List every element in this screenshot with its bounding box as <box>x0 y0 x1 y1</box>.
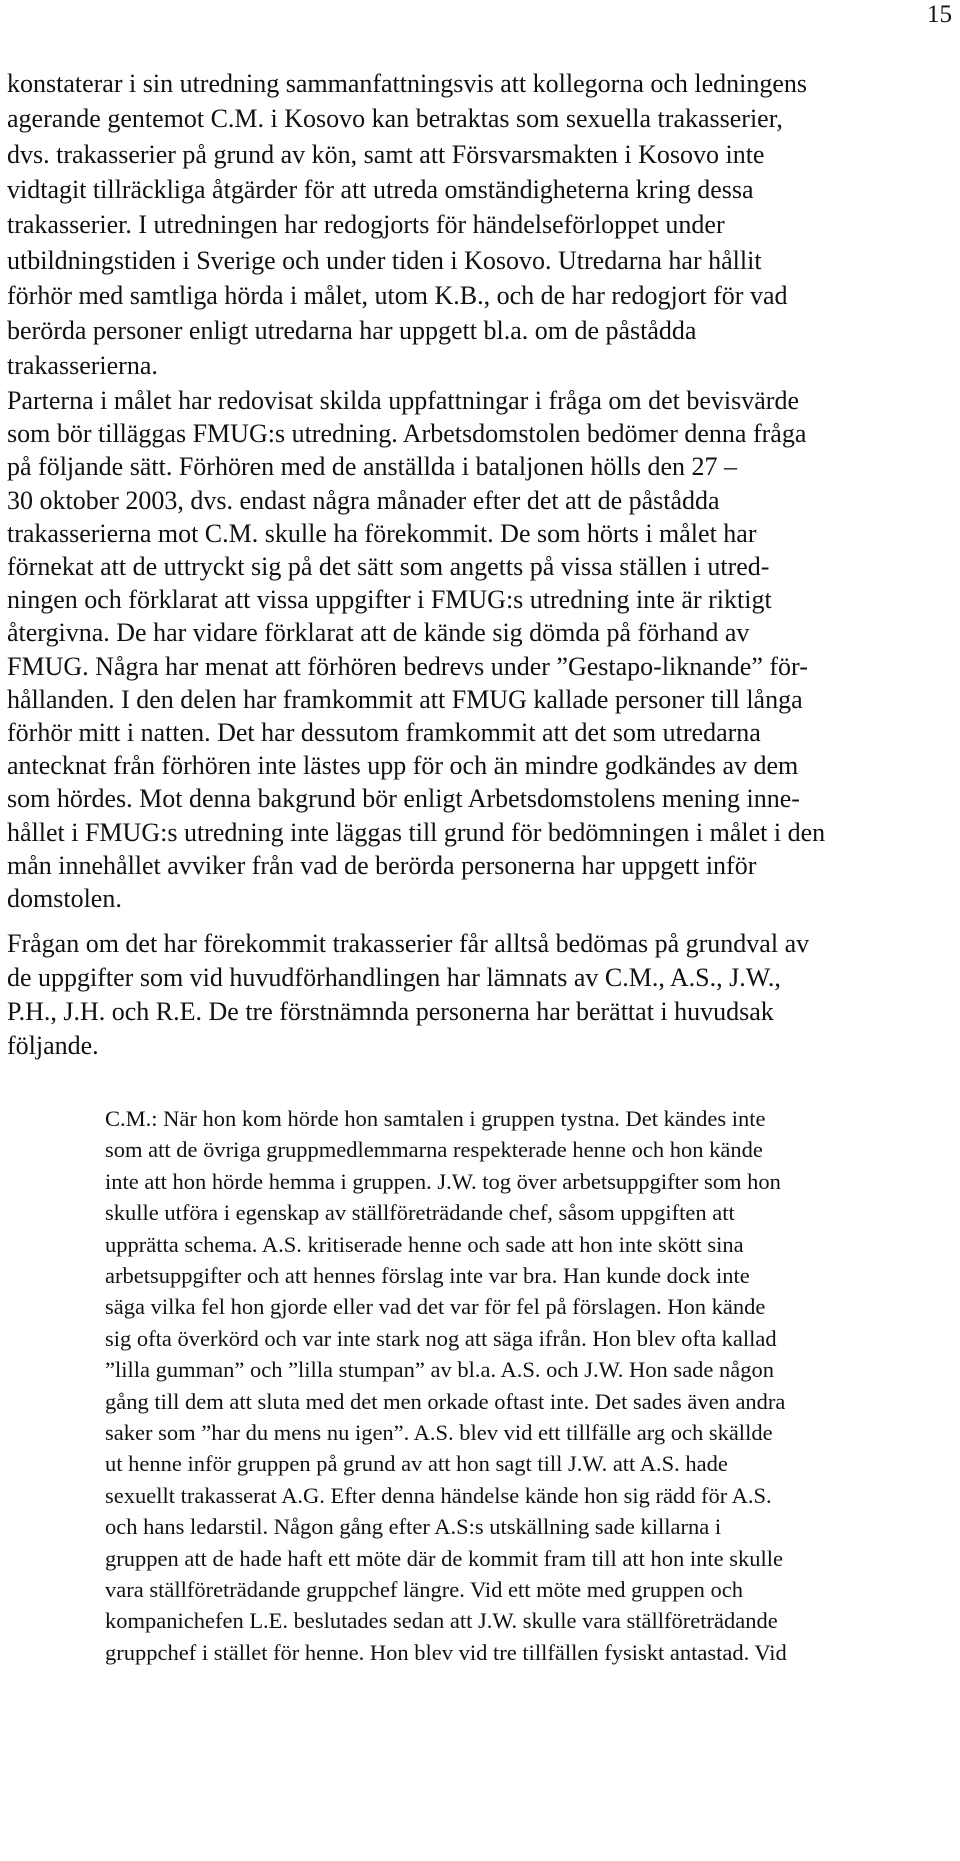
text-line: på följande sätt. Förhören med de anställda i bataljonen hölls den 27 – <box>7 452 737 482</box>
text-line: förnekat att de uttryckt sig på det sätt som angetts på vissa ställen i utred- <box>7 552 770 581</box>
text-line: som hördes. Mot denna bakgrund bör enligt Arbetsdomstolens mening inne- <box>7 784 800 814</box>
text-line: de uppgifter som vid huvudförhandlingen har lämnats av C.M., A.S., J.W., <box>7 963 781 992</box>
text-line: återgivna. De har vidare förklarat att de kände sig dömda på förhand av <box>7 618 750 648</box>
text-line: trakasserierna. <box>7 351 158 381</box>
text-line: P.H., J.H. och R.E. De tre förstnämnda personerna har berättat i huvudsak <box>7 997 774 1026</box>
text-line: ningen och förklarat att vissa uppgifter i FMUG:s utredning inte är riktigt <box>7 585 772 615</box>
text-line: ”lilla gumman” och ”lilla stumpan” av bl.a. A.S. och J.W. Hon sade någon <box>105 1357 775 1383</box>
text-line: agerande gentemot C.M. i Kosovo kan betraktas som sexuella trakasserier, <box>7 104 783 134</box>
text-line: konstaterar i sin utredning sammanfattningsvis att kollegorna och ledningens <box>7 69 808 98</box>
text-line: kompanichefen L.E. beslutades sedan att J.W. skulle vara ställföreträdande <box>105 1608 778 1634</box>
text-line: Parterna i målet har redovisat skilda uppfattningar i fråga om det bevisvärde <box>7 386 799 415</box>
text-line: och hans ledarstil. Någon gång efter A.S:s utskällning sade killarna i <box>105 1514 722 1540</box>
text-line: förhör med samtliga hörda i målet, utom K.B., och de har redogjort för vad <box>7 280 788 310</box>
text-line: hållet i FMUG:s utredning inte läggas till grund för bedömningen i målet i den <box>7 817 826 847</box>
text-line: sexuellt trakasserat A.G. Efter denna händelse kände hon sig rädd för A.S. <box>105 1482 772 1508</box>
text-line: 30 oktober 2003, dvs. endast några månader efter det att de påstådda <box>7 485 720 515</box>
text-line: vidtagit tillräckliga åtgärder för att utreda omständigheterna kring dessa <box>7 174 754 204</box>
text-line: upprätta schema. A.S. kritiserade henne och sade att hon inte skött sina <box>105 1231 744 1257</box>
text-line: säga vilka fel hon gjorde eller vad det var för fel på förslagen. Hon kände <box>105 1294 766 1320</box>
text-line: arbetsuppgifter och att hennes förslag inte var bra. Han kunde dock inte <box>105 1263 750 1288</box>
text-line: förhör mitt i natten. Det har dessutom framkommit att det som utredarna <box>7 718 761 747</box>
text-line: dvs. trakasserier på grund av kön, samt att Försvarsmakten i Kosovo inte <box>7 139 765 169</box>
text-line: FMUG. Några har menat att förhören bedrevs under ”Gestapo-liknande” för- <box>7 651 808 681</box>
text-line: ut henne inför gruppen på grund av att hon sagt till J.W. att A.S. hade <box>105 1451 728 1477</box>
text-line: skulle utföra i egenskap av ställföreträdande chef, såsom uppgiften att <box>105 1200 735 1226</box>
text-line: mån innehållet avviker från vad de berörda personerna har uppgett inför <box>7 850 757 880</box>
text-line: domstolen. <box>7 884 122 913</box>
text-line: inte att hon hörde hemma i gruppen. J.W. tog över arbetsuppgifter som hon <box>105 1168 781 1194</box>
text-line: som bör tilläggas FMUG:s utredning. Arbetsdomstolen bedömer denna fråga <box>7 419 807 449</box>
text-line: utbildningstiden i Sverige och under tiden i Kosovo. Utredarna har hållit <box>7 245 762 275</box>
text-line: antecknat från förhören inte lästes upp för och än mindre godkändes av dem <box>7 751 799 781</box>
text-line: gruppchef i stället för henne. Hon blev vid tre tillfällen fysiskt antastad. Vid <box>105 1639 787 1665</box>
text-line: berörda personer enligt utredarna har uppgett bl.a. om de påstådda <box>7 316 697 346</box>
text-line: C.M.: När hon kom hörde hon samtalen i gruppen tystna. Det kändes inte <box>105 1106 766 1131</box>
text-line: saker som ”har du mens nu igen”. A.S. blev vid ett tillfälle arg och skällde <box>105 1420 773 1445</box>
text-line: Frågan om det har förekommit trakasserier får alltså bedömas på grundval av <box>7 929 810 958</box>
text-line: hållanden. I den delen har framkommit att FMUG kallade personer till långa <box>7 684 803 714</box>
text-line: följande. <box>7 1031 99 1060</box>
text-line: trakasserierna mot C.M. skulle ha förekommit. De som hörts i målet har <box>7 518 757 548</box>
text-line: gruppen att de hade haft ett möte där de kommit fram till att hon inte skulle <box>105 1545 783 1571</box>
text-line: vara ställföreträdande gruppchef längre. Vid ett möte med gruppen och <box>105 1577 743 1602</box>
text-line: gång till dem att sluta med det men orkade oftast inte. Det sades även andra <box>105 1388 786 1414</box>
text-line: trakasserier. I utredningen har redogjorts för händelseförloppet under <box>7 210 725 240</box>
text-line: sig ofta överkörd och var inte stark nog att säga ifrån. Hon blev ofta kallad <box>105 1325 777 1351</box>
page-number: 15 <box>927 1 952 28</box>
text-line: som att de övriga gruppmedlemmarna respekterade henne och hon kände <box>105 1137 763 1163</box>
